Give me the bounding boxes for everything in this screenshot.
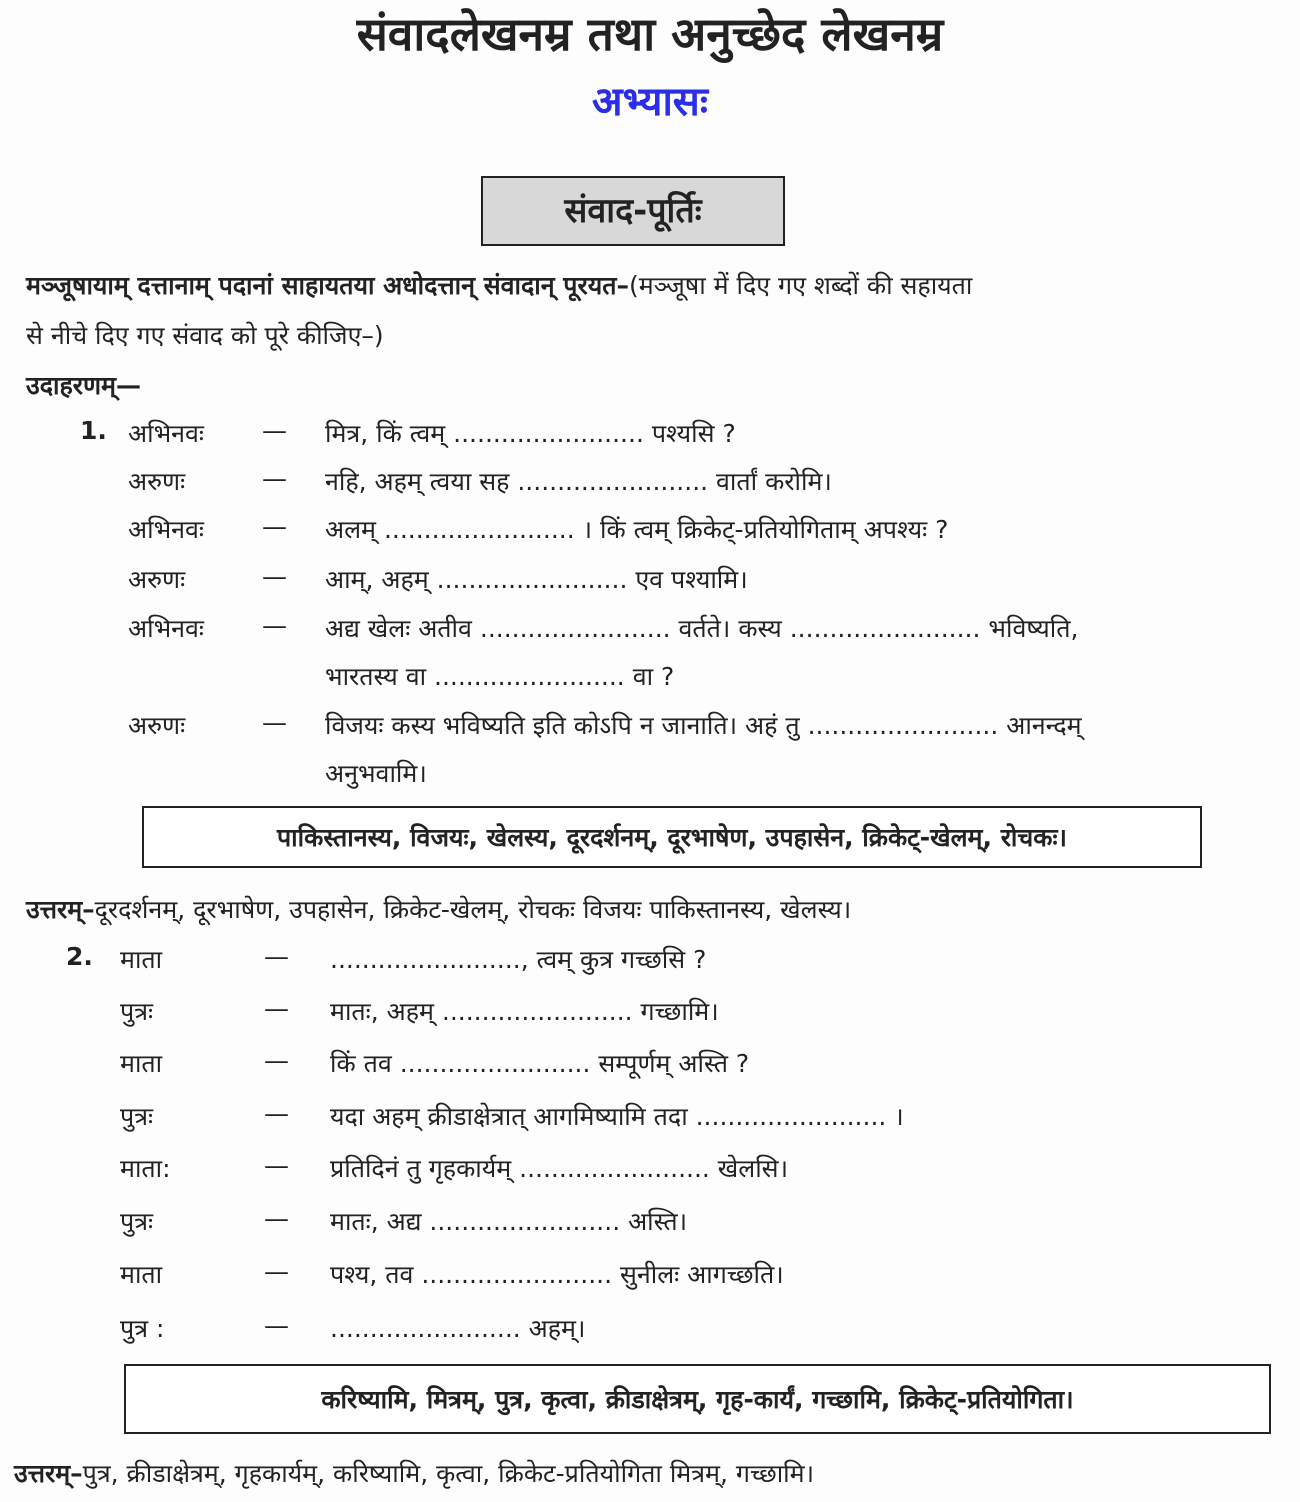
dialogue-text: यदा अहम् क्रीडाक्षेत्रात् आगमिष्यामि तदा ........................ । [330,1102,904,1131]
instruction-line-1 [26,268,972,302]
dialogue-text-continued: भारतस्य वा ........................ वा ? [325,662,675,691]
dialogue-text: पश्य, तव ........................ सुनीलः आगच्छति। [330,1260,784,1289]
dialogue-speaker: माता [120,1260,163,1289]
exercise-number: 2. [66,942,93,971]
dialogue-speaker: अरुणः [128,467,186,496]
instruction-hindi: (मञ्जूषा में दिए गए शब्दों की सहायता [628,271,973,300]
dialogue-text: मित्र, किं त्वम् ........................ पश्यसि ? [325,419,736,448]
section-heading: संवाद-पूर्तिः [481,176,785,246]
instruction-bold: मञ्जूषायाम् दत्तानाम् पदानां साहायतया अधोदत्तान् संवादान् पूरयत– [26,271,629,300]
dialogue-speaker: अरुणः [128,711,186,740]
dialogue-speaker: अरुणः [128,565,186,594]
dialogue-text: अलम् ........................ । किं त्वम् क्रिकेट्-प्रतियोगिताम् अपश्यः ? [325,515,949,544]
dialogue-text: अद्य खेलः अतीव ........................ वर्तते। कस्य ........................ भविष्यति, [325,614,1079,643]
dialogue-speaker: अभिनवः [128,614,204,643]
word-box-2: करिष्यामि, मित्रम्, पुत्र, कृत्वा, क्रीडाक्षेत्रम्, गृह-कार्यं, गच्छामि, क्रिकेट्-प्रतियोगिता। [124,1364,1271,1434]
dialogue-dash: — [264,1311,289,1340]
dialogue-speaker: अभिनवः [128,419,204,448]
dialogue-text: ........................, त्वम् कुत्र गच्छसि ? [330,945,707,974]
dialogue-speaker: माता: [120,1154,171,1183]
word-box-1: पाकिस्तानस्य, विजयः, खेलस्य, दूरदर्शनम्, दूरभाषेण, उपहासेन, क्रिकेट्-खेलम्, रोचकः। [142,806,1202,868]
dialogue-dash: — [262,611,287,640]
dialogue-speaker: पुत्र : [120,1314,165,1343]
answer-label: उत्तरम्– [26,895,95,924]
dialogue-text: ........................ अहम्। [330,1314,586,1343]
instruction-line-2: से नीचे दिए गए संवाद को पूरे कीजिए–) [26,321,384,350]
dialogue-dash: — [262,562,287,591]
dialogue-text: किं तव ........................ सम्पूर्णम् अस्ति ? [330,1049,750,1078]
answer-text: दूरदर्शनम्, दूरभाषेण, उपहासेन, क्रिकेट-खेलम्, रोचकः विजयः पाकिस्तानस्य, खेलस्य। [94,895,852,924]
dialogue-text: नहि, अहम् त्वया सह ........................ वार्तां करोमि। [325,467,832,496]
dialogue-speaker: अभिनवः [128,515,204,544]
dialogue-speaker: माता [120,945,163,974]
answer-text: पुत्र, क्रीडाक्षेत्रम्, गृहकार्यम्, करिष्यामि, कृत्वा, क्रिकेट-प्रतियोगिता मित्रम्, गच्छामि। [82,1459,815,1488]
dialogue-dash: — [264,1257,289,1286]
exercise-number: 1. [80,416,107,445]
dialogue-speaker: पुत्रः [120,1207,154,1236]
dialogue-dash: — [264,1046,289,1075]
dialogue-text: विजयः कस्य भविष्यति इति कोऽपि न जानाति। अहं तु ........................ आनन्दम् [325,711,1082,740]
answer-2 [14,1456,814,1490]
dialogue-dash: — [262,464,287,493]
page-subtitle: अभ्यासः [592,79,708,125]
dialogue-text: प्रतिदिनं तु गृहकार्यम् ........................ खेलसि। [330,1154,789,1183]
dialogue-speaker: पुत्रः [120,1102,154,1131]
answer-1 [26,892,851,926]
dialogue-dash: — [264,994,289,1023]
dialogue-text: मातः, अद्य ........................ अस्ति। [330,1207,688,1236]
dialogue-text: मातः, अहम् ........................ गच्छामि। [330,997,719,1026]
dialogue-speaker: माता [120,1049,163,1078]
dialogue-dash: — [262,416,287,445]
dialogue-dash: — [264,1204,289,1233]
dialogue-dash: — [264,1099,289,1128]
dialogue-dash: — [264,942,289,971]
dialogue-speaker: पुत्रः [120,997,154,1026]
dialogue-dash: — [264,1151,289,1180]
page-title: संवादलेखनम्र तथा अनुच्छेद लेखनम्र [356,7,944,61]
dialogue-text: आम्, अहम् ........................ एव पश्यामि। [325,565,748,594]
dialogue-dash: — [262,512,287,541]
dialogue-dash: — [262,708,287,737]
example-label: उदाहरणम्— [26,371,141,400]
dialogue-text-continued: अनुभवामि। [325,759,427,788]
answer-label: उत्तरम्– [14,1459,83,1488]
